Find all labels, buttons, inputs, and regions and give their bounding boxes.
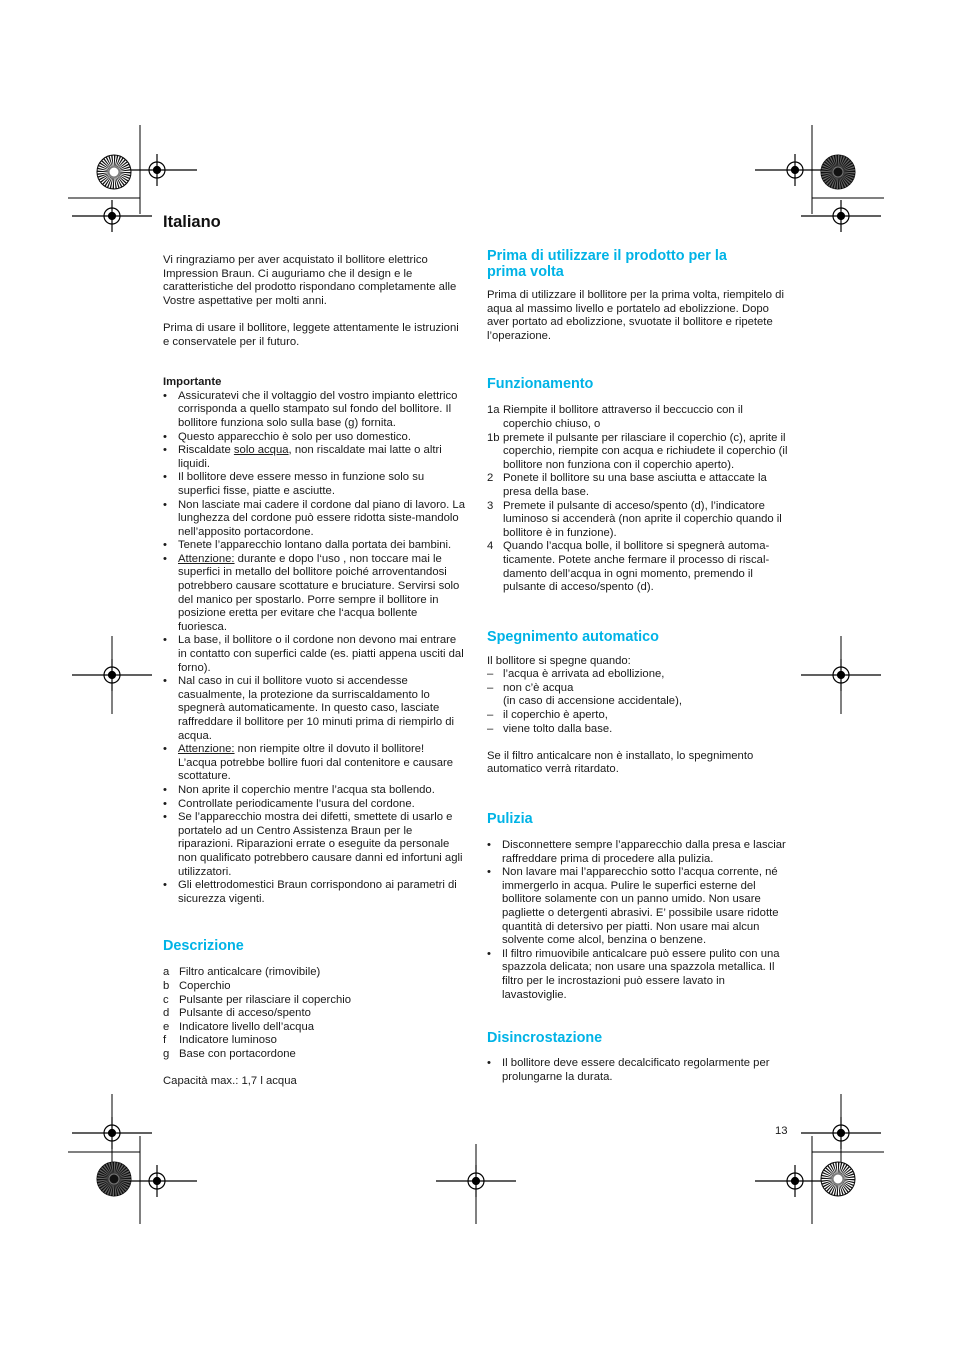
list-item: • Non lavare mai l’apparecchio sotto l’acqua corrente, né immergerlo in acqua. Pulire le superfici esterne del bollitore solamente con un panno umido. Non usare pagliette o detergenti abrasivi. E’ possibile usare ridotte quantità di detersivo per piatti. Non usare mai alcun solvente come alcol, benzina o benzene. bbox=[487, 866, 791, 948]
text-span: (in caso di accensione accidentale), bbox=[503, 695, 682, 708]
page-number: 13 bbox=[775, 1125, 788, 1137]
intro-paragraph: Prima di usare il bollitore, leggete attentamente le istruzioni e conservatele per il futuro. bbox=[163, 321, 459, 348]
text-span: durante e dopo l‘uso , non toccare mai le superfici in metallo del bollitore poiché arroventandosi potrebbero causare scottature e bruciature. Servirsi solo del manico per spostarlo. Porre sempre il bollitore in posizione eretta per evitare che l‘acqua bollente fuoriesca. bbox=[178, 552, 460, 633]
item-text: Indicatore luminoso bbox=[179, 1034, 277, 1047]
list-item: • Questo apparecchio è solo per uso domestico. bbox=[163, 431, 465, 445]
item-text: l’acqua è arrivata ad ebollizione, bbox=[503, 668, 665, 681]
starburst-target-icon bbox=[97, 1162, 131, 1196]
item-key: b bbox=[163, 979, 170, 992]
auto-off-intro: Il bollitore si spegne quando: bbox=[487, 654, 631, 667]
first-use-paragraph: Prima di utilizzare il bollitore per la prima volta, riempitelo di aqua al massimo livello e portatelo ad ebolizzione. Dopo aver portato ad ebolizzione, svuotate il bollitore e ripetete l’operazione. bbox=[487, 289, 784, 342]
item-text: Filtro anticalcare (rimovibile) bbox=[179, 966, 321, 979]
page-title: Italiano bbox=[163, 213, 221, 231]
step-text: Premete il pulsante di acceso/spento (d), l’indicatore luminoso si accenderà (non aprite il coperchio quando il bollitore è in funzione). bbox=[503, 499, 782, 539]
list-item bbox=[163, 966, 465, 980]
item-text: Base con portacordone bbox=[179, 1047, 296, 1060]
left-column bbox=[163, 212, 465, 1089]
dash: – bbox=[487, 722, 494, 735]
step-number: 4 bbox=[487, 540, 494, 553]
crosshair-target-icon bbox=[801, 659, 881, 691]
item-key: f bbox=[163, 1034, 167, 1047]
step-text: premete il pulsante per rilasciare il coperchio (c), aprite il coperchio, riempite con acqua e richiudete il coperchio (il bollitore non funziona con il coperchio aperto). bbox=[503, 431, 788, 471]
item-text: viene tolto dalla base. bbox=[503, 722, 613, 735]
list-item bbox=[487, 723, 791, 737]
crosshair-target-icon bbox=[436, 1165, 516, 1197]
section-heading-funzionamento: Funzionamento bbox=[487, 376, 594, 393]
section-heading-spegnimento: Spegnimento automatico bbox=[487, 628, 659, 645]
item-text: Pulsante di acceso/spento bbox=[179, 1007, 311, 1020]
text-span: Riscaldate bbox=[178, 444, 234, 457]
step-text: Quando l’acqua bolle, il bollitore si spegnerà automa-ticamente. Potete anche fermare il processo di riscal-damento dell’acqua in ogni momento, premendo il pulsante di acceso/spento (d). bbox=[503, 540, 770, 594]
underlined-text: solo acqua bbox=[233, 444, 289, 457]
list-item bbox=[163, 1048, 465, 1062]
starburst-target-icon bbox=[97, 155, 131, 189]
list-item bbox=[163, 994, 465, 1008]
list-item: • Il filtro rimuovibile anticalcare può essere pulito con una spazzola delicata; non usare una spazzola metallica. Il filtro per le incrostazioni può essere lavato in lavastoviglie. bbox=[487, 948, 791, 1002]
list-item: • Gli elettrodomestici Braun corrispondono ai parametri di sicurezza vigenti. bbox=[163, 879, 465, 906]
capacity-text: Capacità max.: 1,7 l acqua bbox=[163, 1075, 297, 1088]
list-item: • Non lasciate mai cadere il cordone dal piano di lavoro. La lunghezza del cordone può essere ridotta siste-mandolo nell’apposito portacordone. bbox=[163, 499, 465, 540]
auto-off-note: Se il filtro anticalcare non è installato, lo spegnimento automatico verrà ritardato. bbox=[487, 749, 754, 776]
item-text: Pulsante per rilasciare il coperchio bbox=[179, 993, 352, 1006]
item-key: g bbox=[163, 1047, 170, 1060]
list-item: • Nal caso in cui il bollitore vuoto si accendesse casualmente, la protezione da surriscaldamento lo spegnerà automaticamente. In questo caso, lasciate raffreddare il bollitore per 10 minuti prima di riempirlo di acqua. bbox=[163, 675, 465, 743]
list-item: • Non aprite il coperchio mentre l’acqua sta bollendo. bbox=[163, 784, 465, 798]
list-item: • Se l’apparecchio mostra dei difetti, smettete di usarlo e portatelo ad un Centro Assistenza Braun per le riparazioni. Riparazioni errate o eseguite da personale non qualificato potrebbero causare danni ed infortuni agli utilizzatori. bbox=[163, 811, 465, 879]
list-item bbox=[163, 980, 465, 994]
section-heading-pulizia: Pulizia bbox=[487, 811, 533, 828]
section-heading-disincrostazione: Disincrostazione bbox=[487, 1030, 603, 1047]
list-item bbox=[487, 682, 791, 709]
step-number: 2 bbox=[487, 472, 494, 485]
dash: – bbox=[487, 709, 494, 722]
list-item bbox=[163, 1034, 465, 1048]
crosshair-target-icon bbox=[801, 1117, 881, 1149]
list-item bbox=[487, 404, 791, 431]
list-item: • Il bollitore deve essere decalcificato regolarmente per prolungarne la durata. bbox=[487, 1057, 791, 1084]
list-item bbox=[487, 668, 791, 682]
list-item bbox=[163, 743, 465, 784]
item-key: a bbox=[163, 966, 170, 979]
description-list bbox=[163, 966, 465, 1061]
crosshair-target-icon bbox=[801, 200, 881, 232]
list-item: • Controllate periodicamente l’usura del cordone. bbox=[163, 798, 465, 812]
item-key: d bbox=[163, 1007, 170, 1020]
list-item bbox=[487, 709, 791, 723]
list-item bbox=[163, 444, 465, 471]
item-text: Indicatore livello dell’acqua bbox=[179, 1020, 315, 1033]
list-item bbox=[487, 500, 791, 541]
item-key: c bbox=[163, 993, 169, 1006]
item-key: e bbox=[163, 1020, 170, 1033]
crosshair-target-icon bbox=[72, 659, 152, 691]
section-heading-prima-utilizzo: Prima di utilizzare il prodotto per la prima volta bbox=[487, 248, 727, 280]
list-item bbox=[487, 472, 791, 499]
step-number: 1a bbox=[487, 404, 500, 417]
starburst-target-icon bbox=[821, 155, 855, 189]
list-item: • La base, il bollitore o il cordone non devono mai entrare in contatto con superfici calde (es. piatti appena usciti dal forno). bbox=[163, 634, 465, 675]
dash: – bbox=[487, 681, 494, 694]
underlined-text: Attenzione: bbox=[178, 743, 235, 756]
underlined-text: Attenzione: bbox=[178, 552, 235, 565]
dash: – bbox=[487, 668, 494, 681]
step-number: 3 bbox=[487, 499, 494, 512]
important-heading: Importante bbox=[163, 376, 222, 389]
list-item: • Il bollitore deve essere messo in funzione solo su superfici fisse, piatte e asciutte. bbox=[163, 471, 465, 498]
list-item bbox=[487, 432, 791, 473]
important-list bbox=[163, 390, 465, 907]
descaling-list bbox=[487, 1057, 791, 1084]
text-span: non c’è acqua bbox=[503, 681, 574, 694]
item-text bbox=[503, 682, 791, 709]
text-span: non riempite oltre il dovuto il bollitore! L’acqua potrebbe bollire fuori dal contenitore e causare scottature. bbox=[178, 743, 454, 783]
cleaning-list bbox=[487, 839, 791, 1002]
list-item bbox=[163, 553, 465, 635]
item-text: Coperchio bbox=[179, 979, 231, 992]
list-item: • Assicuratevi che il voltaggio del vostro impianto elettrico corrisponda a quello stampato sul fondo del bollitore. Il bollitore funziona solo sulla base (g) fornita. bbox=[163, 390, 465, 431]
list-item bbox=[487, 540, 791, 594]
list-item: • Tenete l’apparecchio lontano dalla portata dei bambini. bbox=[163, 539, 465, 553]
auto-off-list bbox=[487, 668, 791, 736]
list-item: • Disconnettere sempre l’apparecchio dalla presa e lasciar raffreddare prima di procedere alla pulizia. bbox=[487, 839, 791, 866]
list-item bbox=[163, 1007, 465, 1021]
step-text: Riempite il bollitore attraverso il beccuccio con il coperchio chiuso, o bbox=[503, 404, 743, 430]
section-heading-descrizione: Descrizione bbox=[163, 938, 244, 955]
step-text: Ponete il bollitore su una base asciutta e attaccate la presa della base. bbox=[503, 472, 767, 498]
operation-steps bbox=[487, 404, 791, 594]
list-item bbox=[163, 1021, 465, 1035]
text-span: , non riscaldate mai latte o altri liquidi. bbox=[178, 444, 442, 470]
item-text: il coperchio è aperto, bbox=[503, 709, 608, 722]
intro-paragraph: Vi ringraziamo per aver acquistato il bollitore elettrico Impression Braun. Ci auguriamo che il design e le caratteristiche del prodotto rispondano completamente alle Vostre aspettative per molti anni. bbox=[163, 254, 457, 307]
right-column bbox=[487, 248, 791, 1084]
starburst-target-icon bbox=[821, 1162, 855, 1196]
step-number: 1b bbox=[487, 431, 500, 444]
